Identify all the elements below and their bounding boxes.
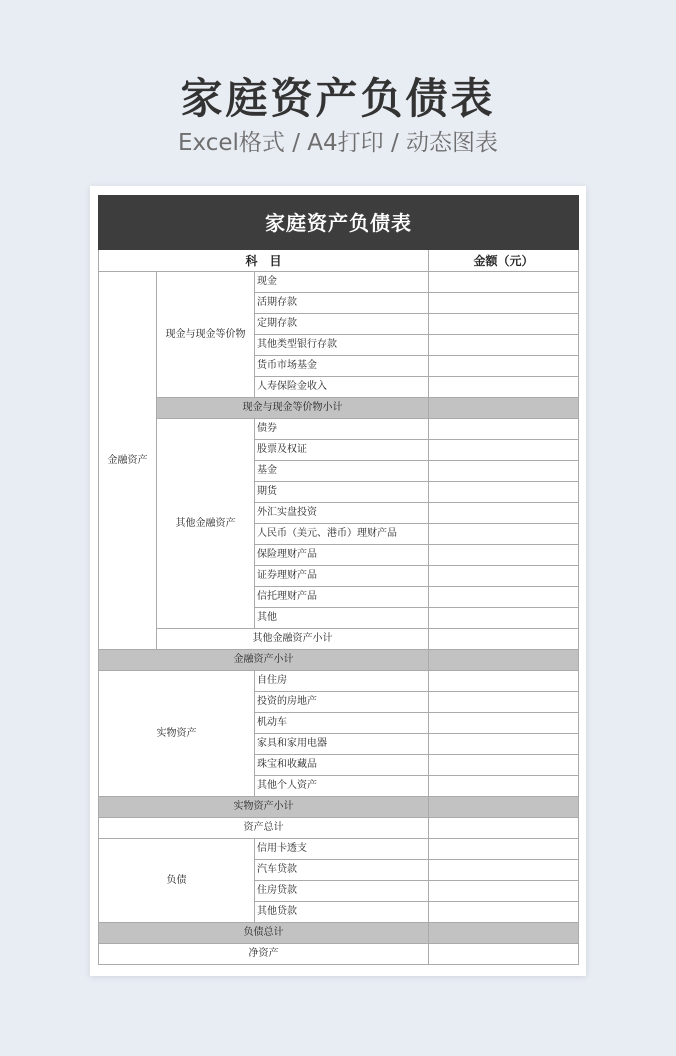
subtotal-physical-assets: 实物资产小计 xyxy=(99,797,429,818)
amount-cell[interactable] xyxy=(429,755,579,776)
item-label: 其他贷款 xyxy=(255,902,429,923)
amount-cell[interactable] xyxy=(429,671,579,692)
item-label: 其他个人资产 xyxy=(255,776,429,797)
item-label: 自住房 xyxy=(255,671,429,692)
spreadsheet-preview xyxy=(90,186,586,976)
amount-cell[interactable] xyxy=(429,650,579,671)
item-label: 基金 xyxy=(255,461,429,482)
subtotal-financial-assets: 金融资产小计 xyxy=(99,650,429,671)
item-label: 其他类型银行存款 xyxy=(255,335,429,356)
subtotal-row xyxy=(99,797,579,818)
amount-cell[interactable] xyxy=(429,587,579,608)
total-row xyxy=(99,923,579,944)
table-row xyxy=(99,419,579,440)
item-label: 投资的房地产 xyxy=(255,692,429,713)
item-label: 信用卡透支 xyxy=(255,839,429,860)
amount-cell[interactable] xyxy=(429,314,579,335)
subtotal-row xyxy=(99,398,579,419)
item-label: 定期存款 xyxy=(255,314,429,335)
header-amount: 金额（元） xyxy=(429,250,579,272)
item-label: 信托理财产品 xyxy=(255,587,429,608)
amount-cell[interactable] xyxy=(429,419,579,440)
page-subtitle: Excel格式 / A4打印 / 动态图表 xyxy=(177,130,499,156)
amount-cell[interactable] xyxy=(429,797,579,818)
sheet-banner: 家庭资产负债表 xyxy=(99,196,579,250)
table-row xyxy=(99,272,579,293)
amount-cell[interactable] xyxy=(429,482,579,503)
sheet-banner-row xyxy=(99,196,579,250)
total-row xyxy=(99,818,579,839)
category-financial-assets: 金融资产 xyxy=(99,272,157,650)
amount-cell[interactable] xyxy=(429,839,579,860)
net-assets: 净资产 xyxy=(99,944,429,965)
amount-cell[interactable] xyxy=(429,545,579,566)
group-cash-equivalents: 现金与现金等价物 xyxy=(157,272,255,398)
amount-cell[interactable] xyxy=(429,902,579,923)
total-row xyxy=(99,944,579,965)
amount-cell[interactable] xyxy=(429,272,579,293)
amount-cell[interactable] xyxy=(429,356,579,377)
item-label: 期货 xyxy=(255,482,429,503)
item-label: 人民币（美元、港币）理财产品 xyxy=(255,524,429,545)
item-label: 保险理财产品 xyxy=(255,545,429,566)
amount-cell[interactable] xyxy=(429,860,579,881)
amount-cell[interactable] xyxy=(429,629,579,650)
item-label: 现金 xyxy=(255,272,429,293)
item-label: 其他 xyxy=(255,608,429,629)
group-other-financial: 其他金融资产 xyxy=(157,419,255,629)
balance-sheet-table xyxy=(98,195,579,965)
amount-cell[interactable] xyxy=(429,440,579,461)
item-label: 货币市场基金 xyxy=(255,356,429,377)
header-row xyxy=(99,250,579,272)
item-label: 证券理财产品 xyxy=(255,566,429,587)
item-label: 活期存款 xyxy=(255,293,429,314)
item-label: 人寿保险金收入 xyxy=(255,377,429,398)
amount-cell[interactable] xyxy=(429,818,579,839)
amount-cell[interactable] xyxy=(429,335,579,356)
amount-cell[interactable] xyxy=(429,293,579,314)
table-row xyxy=(99,839,579,860)
amount-cell[interactable] xyxy=(429,923,579,944)
category-physical-assets: 实物资产 xyxy=(99,671,255,797)
amount-cell[interactable] xyxy=(429,461,579,482)
amount-cell[interactable] xyxy=(429,398,579,419)
amount-cell[interactable] xyxy=(429,524,579,545)
amount-cell[interactable] xyxy=(429,692,579,713)
header-subject: 科 目 xyxy=(99,250,429,272)
total-assets: 资产总计 xyxy=(99,818,429,839)
amount-cell[interactable] xyxy=(429,608,579,629)
amount-cell[interactable] xyxy=(429,377,579,398)
amount-cell[interactable] xyxy=(429,713,579,734)
item-label: 珠宝和收藏品 xyxy=(255,755,429,776)
subtotal-other-financial: 其他金融资产小计 xyxy=(157,629,429,650)
item-label: 机动车 xyxy=(255,713,429,734)
item-label: 债券 xyxy=(255,419,429,440)
subtotal-row xyxy=(99,650,579,671)
page-title: 家庭资产负债表 xyxy=(180,74,496,123)
amount-cell[interactable] xyxy=(429,734,579,755)
amount-cell[interactable] xyxy=(429,503,579,524)
item-label: 外汇实盘投资 xyxy=(255,503,429,524)
subtotal-cash-equivalents: 现金与现金等价物小计 xyxy=(157,398,429,419)
item-label: 家具和家用电器 xyxy=(255,734,429,755)
amount-cell[interactable] xyxy=(429,776,579,797)
category-liabilities: 负债 xyxy=(99,839,255,923)
amount-cell[interactable] xyxy=(429,944,579,965)
table-row xyxy=(99,671,579,692)
item-label: 汽车贷款 xyxy=(255,860,429,881)
amount-cell[interactable] xyxy=(429,881,579,902)
item-label: 股票及权证 xyxy=(255,440,429,461)
item-label: 住房贷款 xyxy=(255,881,429,902)
subtotal-row xyxy=(99,629,579,650)
total-liabilities: 负债总计 xyxy=(99,923,429,944)
amount-cell[interactable] xyxy=(429,566,579,587)
